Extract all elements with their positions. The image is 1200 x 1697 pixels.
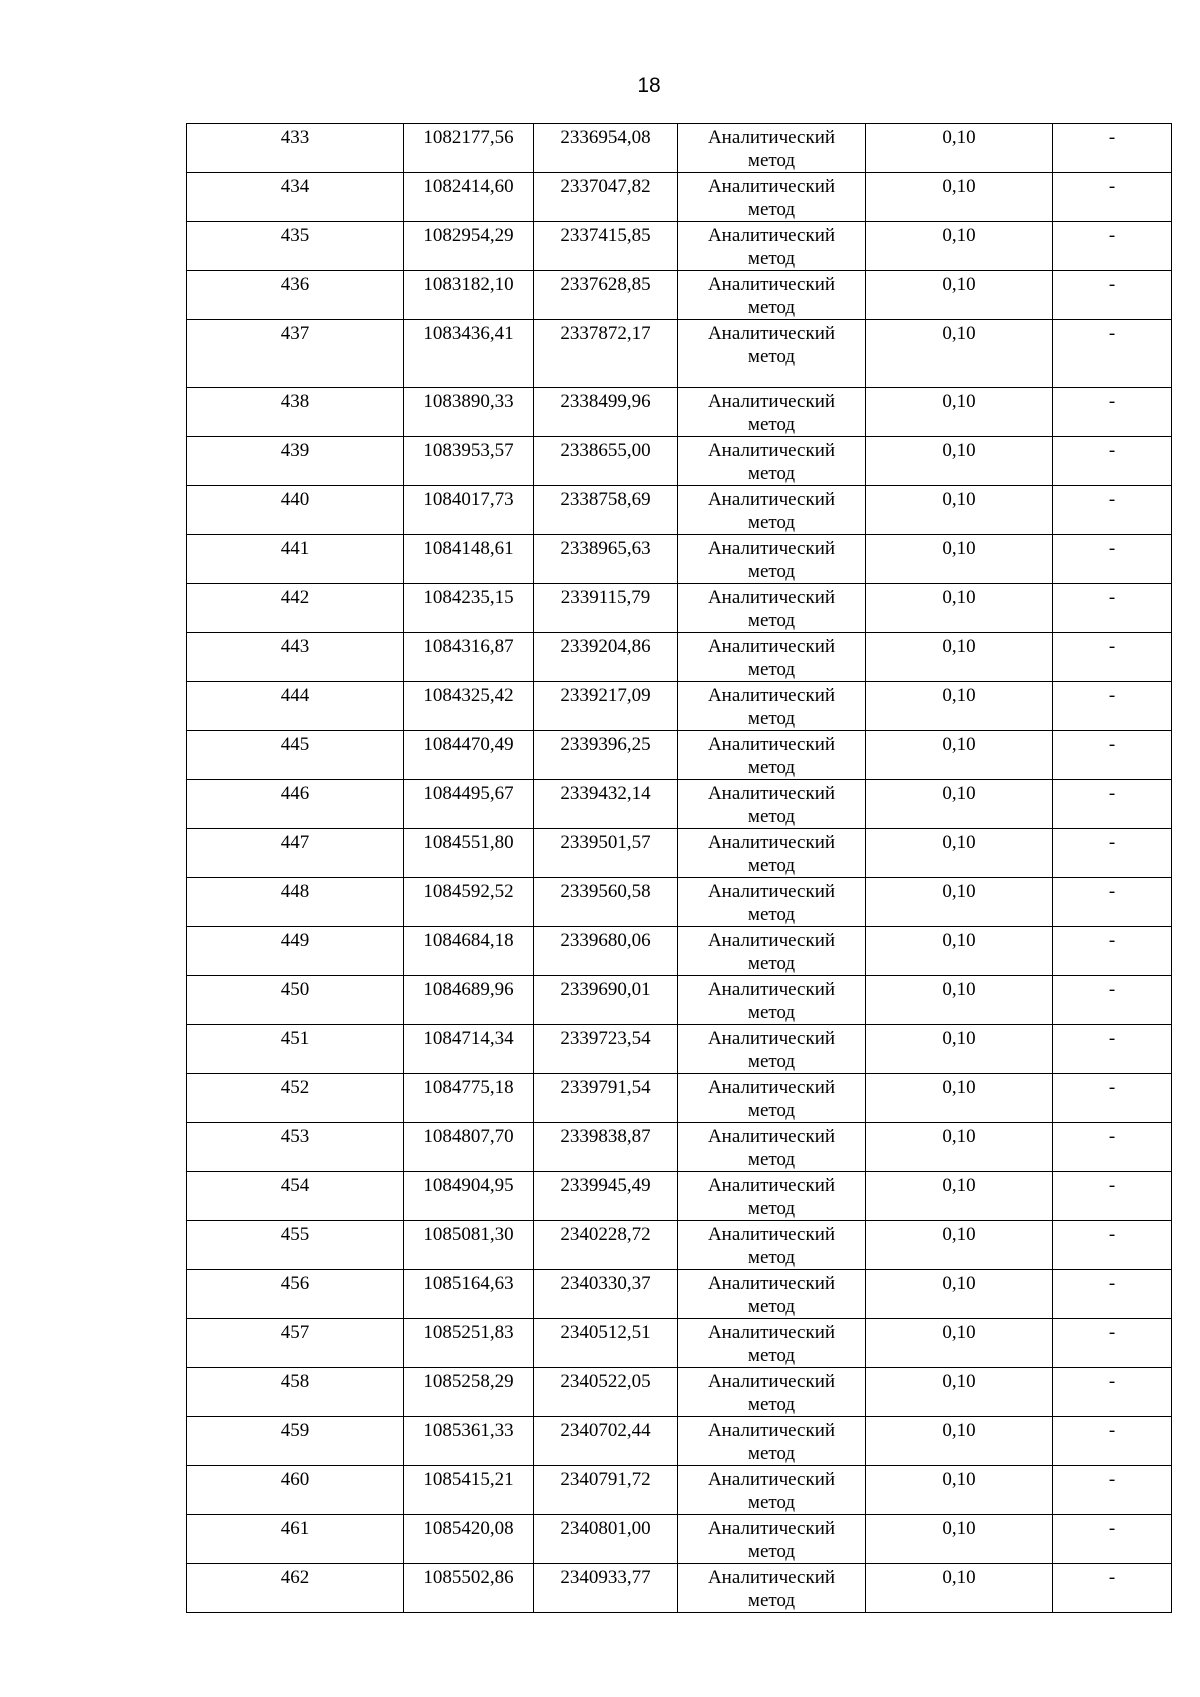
accuracy-cell: 0,10 xyxy=(866,1123,1053,1172)
accuracy-cell: 0,10 xyxy=(866,486,1053,535)
note-cell: - xyxy=(1053,1515,1172,1564)
table-row xyxy=(187,388,1172,437)
note-cell: - xyxy=(1053,173,1172,222)
note-cell: - xyxy=(1053,584,1172,633)
method-cell xyxy=(678,173,866,222)
x-coordinate-cell: 1084495,67 xyxy=(404,780,534,829)
y-coordinate-cell: 2339680,06 xyxy=(534,927,678,976)
x-coordinate-cell: 1085420,08 xyxy=(404,1515,534,1564)
note-cell: - xyxy=(1053,388,1172,437)
accuracy-cell: 0,10 xyxy=(866,1417,1053,1466)
method-cell xyxy=(678,731,866,780)
table-row xyxy=(187,1417,1172,1466)
table-row xyxy=(187,927,1172,976)
accuracy-cell: 0,10 xyxy=(866,173,1053,222)
point-number-cell: 437 xyxy=(187,320,404,388)
coordinates-table-body xyxy=(187,124,1172,1613)
y-coordinate-cell: 2340791,72 xyxy=(534,1466,678,1515)
x-coordinate-cell: 1085251,83 xyxy=(404,1319,534,1368)
accuracy-cell: 0,10 xyxy=(866,829,1053,878)
point-number-cell: 447 xyxy=(187,829,404,878)
table-row xyxy=(187,124,1172,173)
accuracy-cell: 0,10 xyxy=(866,535,1053,584)
point-number-cell: 436 xyxy=(187,271,404,320)
x-coordinate-cell: 1084470,49 xyxy=(404,731,534,780)
accuracy-cell: 0,10 xyxy=(866,878,1053,927)
accuracy-cell: 0,10 xyxy=(866,1074,1053,1123)
y-coordinate-cell: 2339560,58 xyxy=(534,878,678,927)
method-text: Аналитический метод xyxy=(707,1028,836,1072)
point-number-cell: 435 xyxy=(187,222,404,271)
accuracy-cell: 0,10 xyxy=(866,976,1053,1025)
x-coordinate-cell: 1085258,29 xyxy=(404,1368,534,1417)
note-cell: - xyxy=(1053,124,1172,173)
method-text: Аналитический метод xyxy=(707,734,836,778)
method-text: Аналитический метод xyxy=(707,832,836,876)
point-number-cell: 438 xyxy=(187,388,404,437)
x-coordinate-cell: 1084714,34 xyxy=(404,1025,534,1074)
y-coordinate-cell: 2340330,37 xyxy=(534,1270,678,1319)
accuracy-cell: 0,10 xyxy=(866,1025,1053,1074)
method-cell xyxy=(678,829,866,878)
point-number-cell: 450 xyxy=(187,976,404,1025)
point-number-cell: 458 xyxy=(187,1368,404,1417)
point-number-cell: 439 xyxy=(187,437,404,486)
table-row xyxy=(187,320,1172,388)
method-text: Аналитический метод xyxy=(707,225,836,269)
method-text: Аналитический метод xyxy=(707,1077,836,1121)
accuracy-cell: 0,10 xyxy=(866,633,1053,682)
method-text: Аналитический метод xyxy=(707,538,836,582)
note-cell: - xyxy=(1053,535,1172,584)
x-coordinate-cell: 1085502,86 xyxy=(404,1564,534,1613)
y-coordinate-cell: 2339690,01 xyxy=(534,976,678,1025)
method-cell xyxy=(678,682,866,731)
method-cell xyxy=(678,1172,866,1221)
x-coordinate-cell: 1084689,96 xyxy=(404,976,534,1025)
table-row xyxy=(187,437,1172,486)
y-coordinate-cell: 2340801,00 xyxy=(534,1515,678,1564)
method-text: Аналитический метод xyxy=(707,1273,836,1317)
method-text: Аналитический метод xyxy=(707,440,836,484)
table-row xyxy=(187,1221,1172,1270)
table-row xyxy=(187,222,1172,271)
accuracy-cell: 0,10 xyxy=(866,1515,1053,1564)
method-text: Аналитический метод xyxy=(707,274,836,318)
method-cell xyxy=(678,878,866,927)
accuracy-cell: 0,10 xyxy=(866,222,1053,271)
accuracy-cell: 0,10 xyxy=(866,1466,1053,1515)
method-cell xyxy=(678,124,866,173)
table-row xyxy=(187,682,1172,731)
method-text: Аналитический метод xyxy=(707,127,836,171)
table-row xyxy=(187,1564,1172,1613)
note-cell: - xyxy=(1053,878,1172,927)
accuracy-cell: 0,10 xyxy=(866,320,1053,388)
method-text: Аналитический метод xyxy=(707,489,836,533)
x-coordinate-cell: 1083436,41 xyxy=(404,320,534,388)
note-cell: - xyxy=(1053,320,1172,388)
table-row xyxy=(187,878,1172,927)
method-cell xyxy=(678,1025,866,1074)
method-cell xyxy=(678,633,866,682)
point-number-cell: 446 xyxy=(187,780,404,829)
method-text: Аналитический метод xyxy=(707,1322,836,1366)
method-cell xyxy=(678,222,866,271)
y-coordinate-cell: 2337628,85 xyxy=(534,271,678,320)
x-coordinate-cell: 1084017,73 xyxy=(404,486,534,535)
note-cell: - xyxy=(1053,486,1172,535)
table-row xyxy=(187,1172,1172,1221)
point-number-cell: 445 xyxy=(187,731,404,780)
x-coordinate-cell: 1085361,33 xyxy=(404,1417,534,1466)
method-text: Аналитический метод xyxy=(707,783,836,827)
accuracy-cell: 0,10 xyxy=(866,1564,1053,1613)
y-coordinate-cell: 2338655,00 xyxy=(534,437,678,486)
point-number-cell: 444 xyxy=(187,682,404,731)
method-text: Аналитический метод xyxy=(707,1126,836,1170)
note-cell: - xyxy=(1053,927,1172,976)
method-cell xyxy=(678,927,866,976)
point-number-cell: 451 xyxy=(187,1025,404,1074)
table-row xyxy=(187,271,1172,320)
method-text: Аналитический метод xyxy=(707,1518,836,1562)
accuracy-cell: 0,10 xyxy=(866,731,1053,780)
note-cell: - xyxy=(1053,1025,1172,1074)
point-number-cell: 457 xyxy=(187,1319,404,1368)
x-coordinate-cell: 1084325,42 xyxy=(404,682,534,731)
method-cell xyxy=(678,1564,866,1613)
method-text: Аналитический метод xyxy=(707,391,836,435)
method-cell xyxy=(678,1123,866,1172)
x-coordinate-cell: 1084684,18 xyxy=(404,927,534,976)
table-row xyxy=(187,780,1172,829)
accuracy-cell: 0,10 xyxy=(866,437,1053,486)
note-cell: - xyxy=(1053,222,1172,271)
table-row xyxy=(187,584,1172,633)
y-coordinate-cell: 2339217,09 xyxy=(534,682,678,731)
table-row xyxy=(187,173,1172,222)
x-coordinate-cell: 1083953,57 xyxy=(404,437,534,486)
method-cell xyxy=(678,1515,866,1564)
method-cell xyxy=(678,437,866,486)
method-text: Аналитический метод xyxy=(707,587,836,631)
accuracy-cell: 0,10 xyxy=(866,1221,1053,1270)
x-coordinate-cell: 1084807,70 xyxy=(404,1123,534,1172)
y-coordinate-cell: 2339723,54 xyxy=(534,1025,678,1074)
method-cell xyxy=(678,1466,866,1515)
x-coordinate-cell: 1084316,87 xyxy=(404,633,534,682)
x-coordinate-cell: 1082954,29 xyxy=(404,222,534,271)
method-cell xyxy=(678,271,866,320)
table-row xyxy=(187,1074,1172,1123)
note-cell: - xyxy=(1053,437,1172,486)
method-cell xyxy=(678,535,866,584)
method-cell xyxy=(678,976,866,1025)
y-coordinate-cell: 2339204,86 xyxy=(534,633,678,682)
note-cell: - xyxy=(1053,1319,1172,1368)
note-cell: - xyxy=(1053,1270,1172,1319)
note-cell: - xyxy=(1053,1172,1172,1221)
table-row xyxy=(187,1466,1172,1515)
accuracy-cell: 0,10 xyxy=(866,584,1053,633)
method-cell xyxy=(678,1417,866,1466)
y-coordinate-cell: 2337047,82 xyxy=(534,173,678,222)
point-number-cell: 440 xyxy=(187,486,404,535)
note-cell: - xyxy=(1053,271,1172,320)
note-cell: - xyxy=(1053,1417,1172,1466)
x-coordinate-cell: 1082177,56 xyxy=(404,124,534,173)
method-cell xyxy=(678,1368,866,1417)
point-number-cell: 455 xyxy=(187,1221,404,1270)
y-coordinate-cell: 2340522,05 xyxy=(534,1368,678,1417)
note-cell: - xyxy=(1053,731,1172,780)
method-text: Аналитический метод xyxy=(707,323,836,367)
accuracy-cell: 0,10 xyxy=(866,1319,1053,1368)
y-coordinate-cell: 2340702,44 xyxy=(534,1417,678,1466)
y-coordinate-cell: 2337415,85 xyxy=(534,222,678,271)
method-text: Аналитический метод xyxy=(707,1420,836,1464)
point-number-cell: 441 xyxy=(187,535,404,584)
note-cell: - xyxy=(1053,829,1172,878)
point-number-cell: 452 xyxy=(187,1074,404,1123)
table-row xyxy=(187,976,1172,1025)
method-text: Аналитический метод xyxy=(707,176,836,220)
note-cell: - xyxy=(1053,1564,1172,1613)
y-coordinate-cell: 2337872,17 xyxy=(534,320,678,388)
table-row xyxy=(187,1515,1172,1564)
y-coordinate-cell: 2339791,54 xyxy=(534,1074,678,1123)
point-number-cell: 442 xyxy=(187,584,404,633)
accuracy-cell: 0,10 xyxy=(866,271,1053,320)
method-cell xyxy=(678,388,866,437)
table-row xyxy=(187,1123,1172,1172)
y-coordinate-cell: 2336954,08 xyxy=(534,124,678,173)
point-number-cell: 454 xyxy=(187,1172,404,1221)
x-coordinate-cell: 1085164,63 xyxy=(404,1270,534,1319)
y-coordinate-cell: 2338499,96 xyxy=(534,388,678,437)
method-cell xyxy=(678,486,866,535)
point-number-cell: 460 xyxy=(187,1466,404,1515)
y-coordinate-cell: 2339945,49 xyxy=(534,1172,678,1221)
accuracy-cell: 0,10 xyxy=(866,124,1053,173)
y-coordinate-cell: 2339432,14 xyxy=(534,780,678,829)
note-cell: - xyxy=(1053,1368,1172,1417)
method-text: Аналитический метод xyxy=(707,1175,836,1219)
accuracy-cell: 0,10 xyxy=(866,1270,1053,1319)
method-cell xyxy=(678,320,866,388)
y-coordinate-cell: 2340933,77 xyxy=(534,1564,678,1613)
x-coordinate-cell: 1084235,15 xyxy=(404,584,534,633)
y-coordinate-cell: 2338758,69 xyxy=(534,486,678,535)
point-number-cell: 449 xyxy=(187,927,404,976)
accuracy-cell: 0,10 xyxy=(866,927,1053,976)
table-row xyxy=(187,1319,1172,1368)
accuracy-cell: 0,10 xyxy=(866,1172,1053,1221)
note-cell: - xyxy=(1053,682,1172,731)
y-coordinate-cell: 2339115,79 xyxy=(534,584,678,633)
method-text: Аналитический метод xyxy=(707,1567,836,1611)
coordinates-table xyxy=(186,123,1172,1613)
table-row xyxy=(187,1025,1172,1074)
table-row xyxy=(187,486,1172,535)
method-text: Аналитический метод xyxy=(707,881,836,925)
point-number-cell: 434 xyxy=(187,173,404,222)
point-number-cell: 433 xyxy=(187,124,404,173)
table-row xyxy=(187,633,1172,682)
page-number: 18 xyxy=(637,74,661,97)
table-row xyxy=(187,535,1172,584)
method-cell xyxy=(678,1221,866,1270)
x-coordinate-cell: 1084551,80 xyxy=(404,829,534,878)
x-coordinate-cell: 1085081,30 xyxy=(404,1221,534,1270)
accuracy-cell: 0,10 xyxy=(866,682,1053,731)
note-cell: - xyxy=(1053,1466,1172,1515)
table-row xyxy=(187,731,1172,780)
method-cell xyxy=(678,1319,866,1368)
note-cell: - xyxy=(1053,976,1172,1025)
x-coordinate-cell: 1085415,21 xyxy=(404,1466,534,1515)
x-coordinate-cell: 1083182,10 xyxy=(404,271,534,320)
point-number-cell: 448 xyxy=(187,878,404,927)
method-cell xyxy=(678,1074,866,1123)
method-text: Аналитический метод xyxy=(707,685,836,729)
y-coordinate-cell: 2339501,57 xyxy=(534,829,678,878)
method-text: Аналитический метод xyxy=(707,1224,836,1268)
x-coordinate-cell: 1082414,60 xyxy=(404,173,534,222)
y-coordinate-cell: 2339838,87 xyxy=(534,1123,678,1172)
method-text: Аналитический метод xyxy=(707,1469,836,1513)
point-number-cell: 453 xyxy=(187,1123,404,1172)
table-row xyxy=(187,1270,1172,1319)
point-number-cell: 459 xyxy=(187,1417,404,1466)
method-text: Аналитический метод xyxy=(707,930,836,974)
point-number-cell: 462 xyxy=(187,1564,404,1613)
y-coordinate-cell: 2340228,72 xyxy=(534,1221,678,1270)
note-cell: - xyxy=(1053,780,1172,829)
note-cell: - xyxy=(1053,1221,1172,1270)
y-coordinate-cell: 2338965,63 xyxy=(534,535,678,584)
x-coordinate-cell: 1084904,95 xyxy=(404,1172,534,1221)
note-cell: - xyxy=(1053,1074,1172,1123)
point-number-cell: 456 xyxy=(187,1270,404,1319)
point-number-cell: 443 xyxy=(187,633,404,682)
note-cell: - xyxy=(1053,1123,1172,1172)
method-text: Аналитический метод xyxy=(707,979,836,1023)
note-cell: - xyxy=(1053,633,1172,682)
accuracy-cell: 0,10 xyxy=(866,780,1053,829)
x-coordinate-cell: 1084775,18 xyxy=(404,1074,534,1123)
x-coordinate-cell: 1083890,33 xyxy=(404,388,534,437)
method-cell xyxy=(678,584,866,633)
x-coordinate-cell: 1084148,61 xyxy=(404,535,534,584)
method-text: Аналитический метод xyxy=(707,636,836,680)
y-coordinate-cell: 2339396,25 xyxy=(534,731,678,780)
method-text: Аналитический метод xyxy=(707,1371,836,1415)
y-coordinate-cell: 2340512,51 xyxy=(534,1319,678,1368)
accuracy-cell: 0,10 xyxy=(866,388,1053,437)
method-cell xyxy=(678,780,866,829)
method-cell xyxy=(678,1270,866,1319)
point-number-cell: 461 xyxy=(187,1515,404,1564)
x-coordinate-cell: 1084592,52 xyxy=(404,878,534,927)
accuracy-cell: 0,10 xyxy=(866,1368,1053,1417)
table-row xyxy=(187,829,1172,878)
table-row xyxy=(187,1368,1172,1417)
